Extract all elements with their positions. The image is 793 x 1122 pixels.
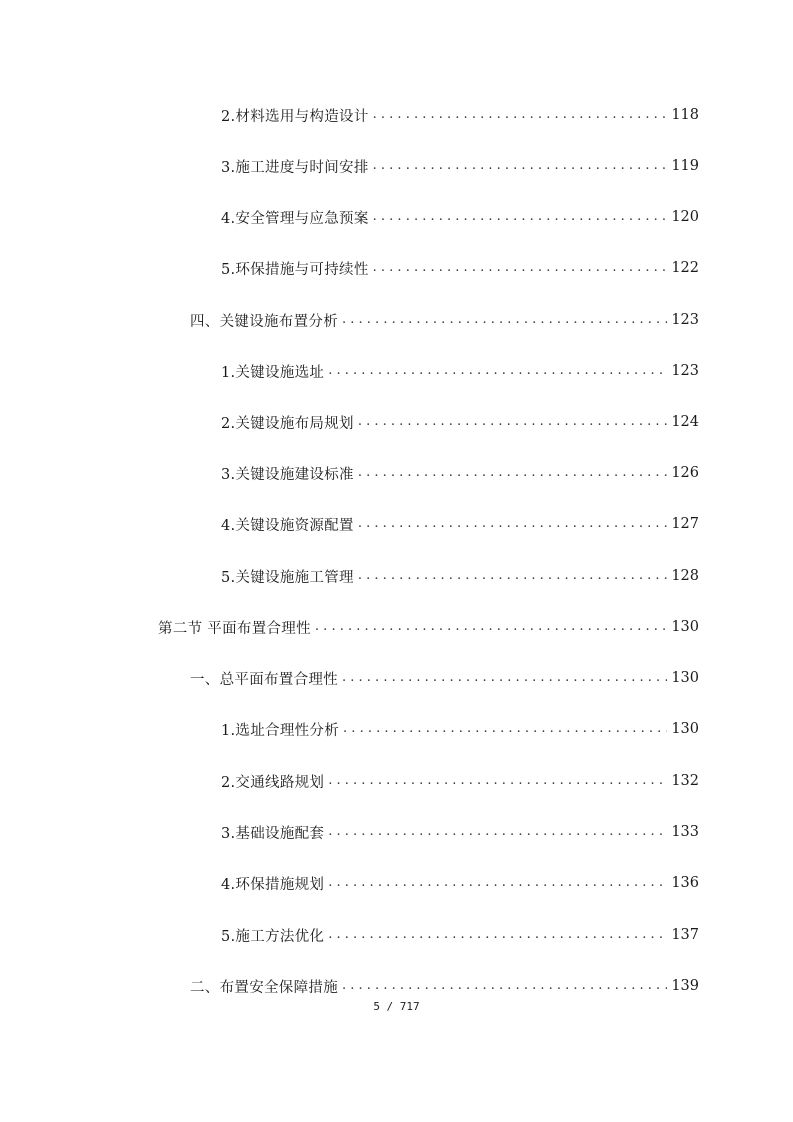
toc-entry-title: 4.环保措施规划 [221,876,325,893]
toc-dot-leader [342,974,667,998]
toc-entry-page: 139 [671,978,699,994]
toc-entry[interactable] [221,154,699,178]
toc-entry[interactable] [221,103,699,127]
toc-entry-page: 123 [671,363,699,379]
toc-entry[interactable] [190,308,699,332]
toc-entry[interactable] [221,359,699,383]
toc-entry[interactable] [221,205,699,229]
toc-entry-page: 133 [671,824,699,840]
toc-dot-leader [373,256,668,280]
toc-dot-leader [373,154,668,178]
toc-entry-title: 一、总平面布置合理性 [190,671,338,688]
toc-entry[interactable] [190,666,699,690]
toc-entry-title: 4.关键设施资源配置 [221,517,354,534]
toc-dot-leader [328,769,667,793]
toc-entry-title: 2.材料选用与构造设计 [221,108,369,125]
toc-entry-page: 128 [671,568,699,584]
toc-entry-title: 5.关键设施施工管理 [221,569,354,586]
toc-entry-title: 二、布置安全保障措施 [190,979,338,996]
toc-entry[interactable] [158,615,699,639]
toc-entry-page: 130 [671,619,699,635]
toc-entry[interactable] [190,974,699,998]
toc-entry[interactable] [221,512,699,536]
toc-entry-page: 118 [671,107,699,123]
toc-dot-leader [343,717,667,741]
toc-entry-page: 126 [671,465,699,481]
toc-entry[interactable] [221,564,699,588]
toc-dot-leader [358,512,667,536]
toc-entry[interactable] [221,820,699,844]
toc-entry-title: 3.基础设施配套 [221,825,325,842]
toc-entry-title: 四、关键设施布置分析 [190,313,338,330]
toc-entry-title: 1.选址合理性分析 [221,722,340,739]
toc-entry-page: 119 [671,158,699,174]
toc-dot-leader [342,666,667,690]
toc-entry-page: 122 [671,260,699,276]
toc-entry-page: 123 [671,312,699,328]
toc-entry-page: 136 [671,875,699,891]
toc-entry-page: 130 [671,670,699,686]
toc-dot-leader [373,205,668,229]
toc-entry-title: 第二节 平面布置合理性 [158,620,311,637]
toc-entry-title: 5.环保措施与可持续性 [221,261,369,278]
toc-entry[interactable] [221,871,699,895]
toc-entry-page: 130 [671,721,699,737]
toc-dot-leader [358,564,667,588]
toc-entry-title: 2.交通线路规划 [221,774,325,791]
toc-entry-page: 120 [671,209,699,225]
toc-dot-leader [315,615,667,639]
toc-entry-title: 3.关键设施建设标准 [221,466,354,483]
toc-entry[interactable] [221,410,699,434]
toc-entry-page: 127 [671,516,699,532]
toc-dot-leader [342,308,667,332]
toc-entry[interactable] [221,461,699,485]
toc-entry-page: 132 [671,773,699,789]
toc-entry-title: 3.施工进度与时间安排 [221,159,369,176]
toc-dot-leader [373,103,668,127]
toc-entry[interactable] [221,717,699,741]
toc-entry[interactable] [221,769,699,793]
toc-entry-title: 4.安全管理与应急预案 [221,210,369,227]
toc-entry-title: 1.关键设施选址 [221,364,325,381]
toc-entry-page: 124 [671,414,699,430]
page-number-footer: 5 / 717 [373,1000,420,1013]
toc-dot-leader [328,923,667,947]
toc-dot-leader [358,410,667,434]
toc-entry-title: 2.关键设施布局规划 [221,415,354,432]
toc-entry[interactable] [221,256,699,280]
toc-entry[interactable] [221,923,699,947]
toc-dot-leader [358,461,667,485]
toc-dot-leader [328,871,667,895]
toc-dot-leader [328,359,667,383]
toc-entry-page: 137 [671,927,699,943]
toc-dot-leader [328,820,667,844]
toc-entry-title: 5.施工方法优化 [221,928,325,945]
